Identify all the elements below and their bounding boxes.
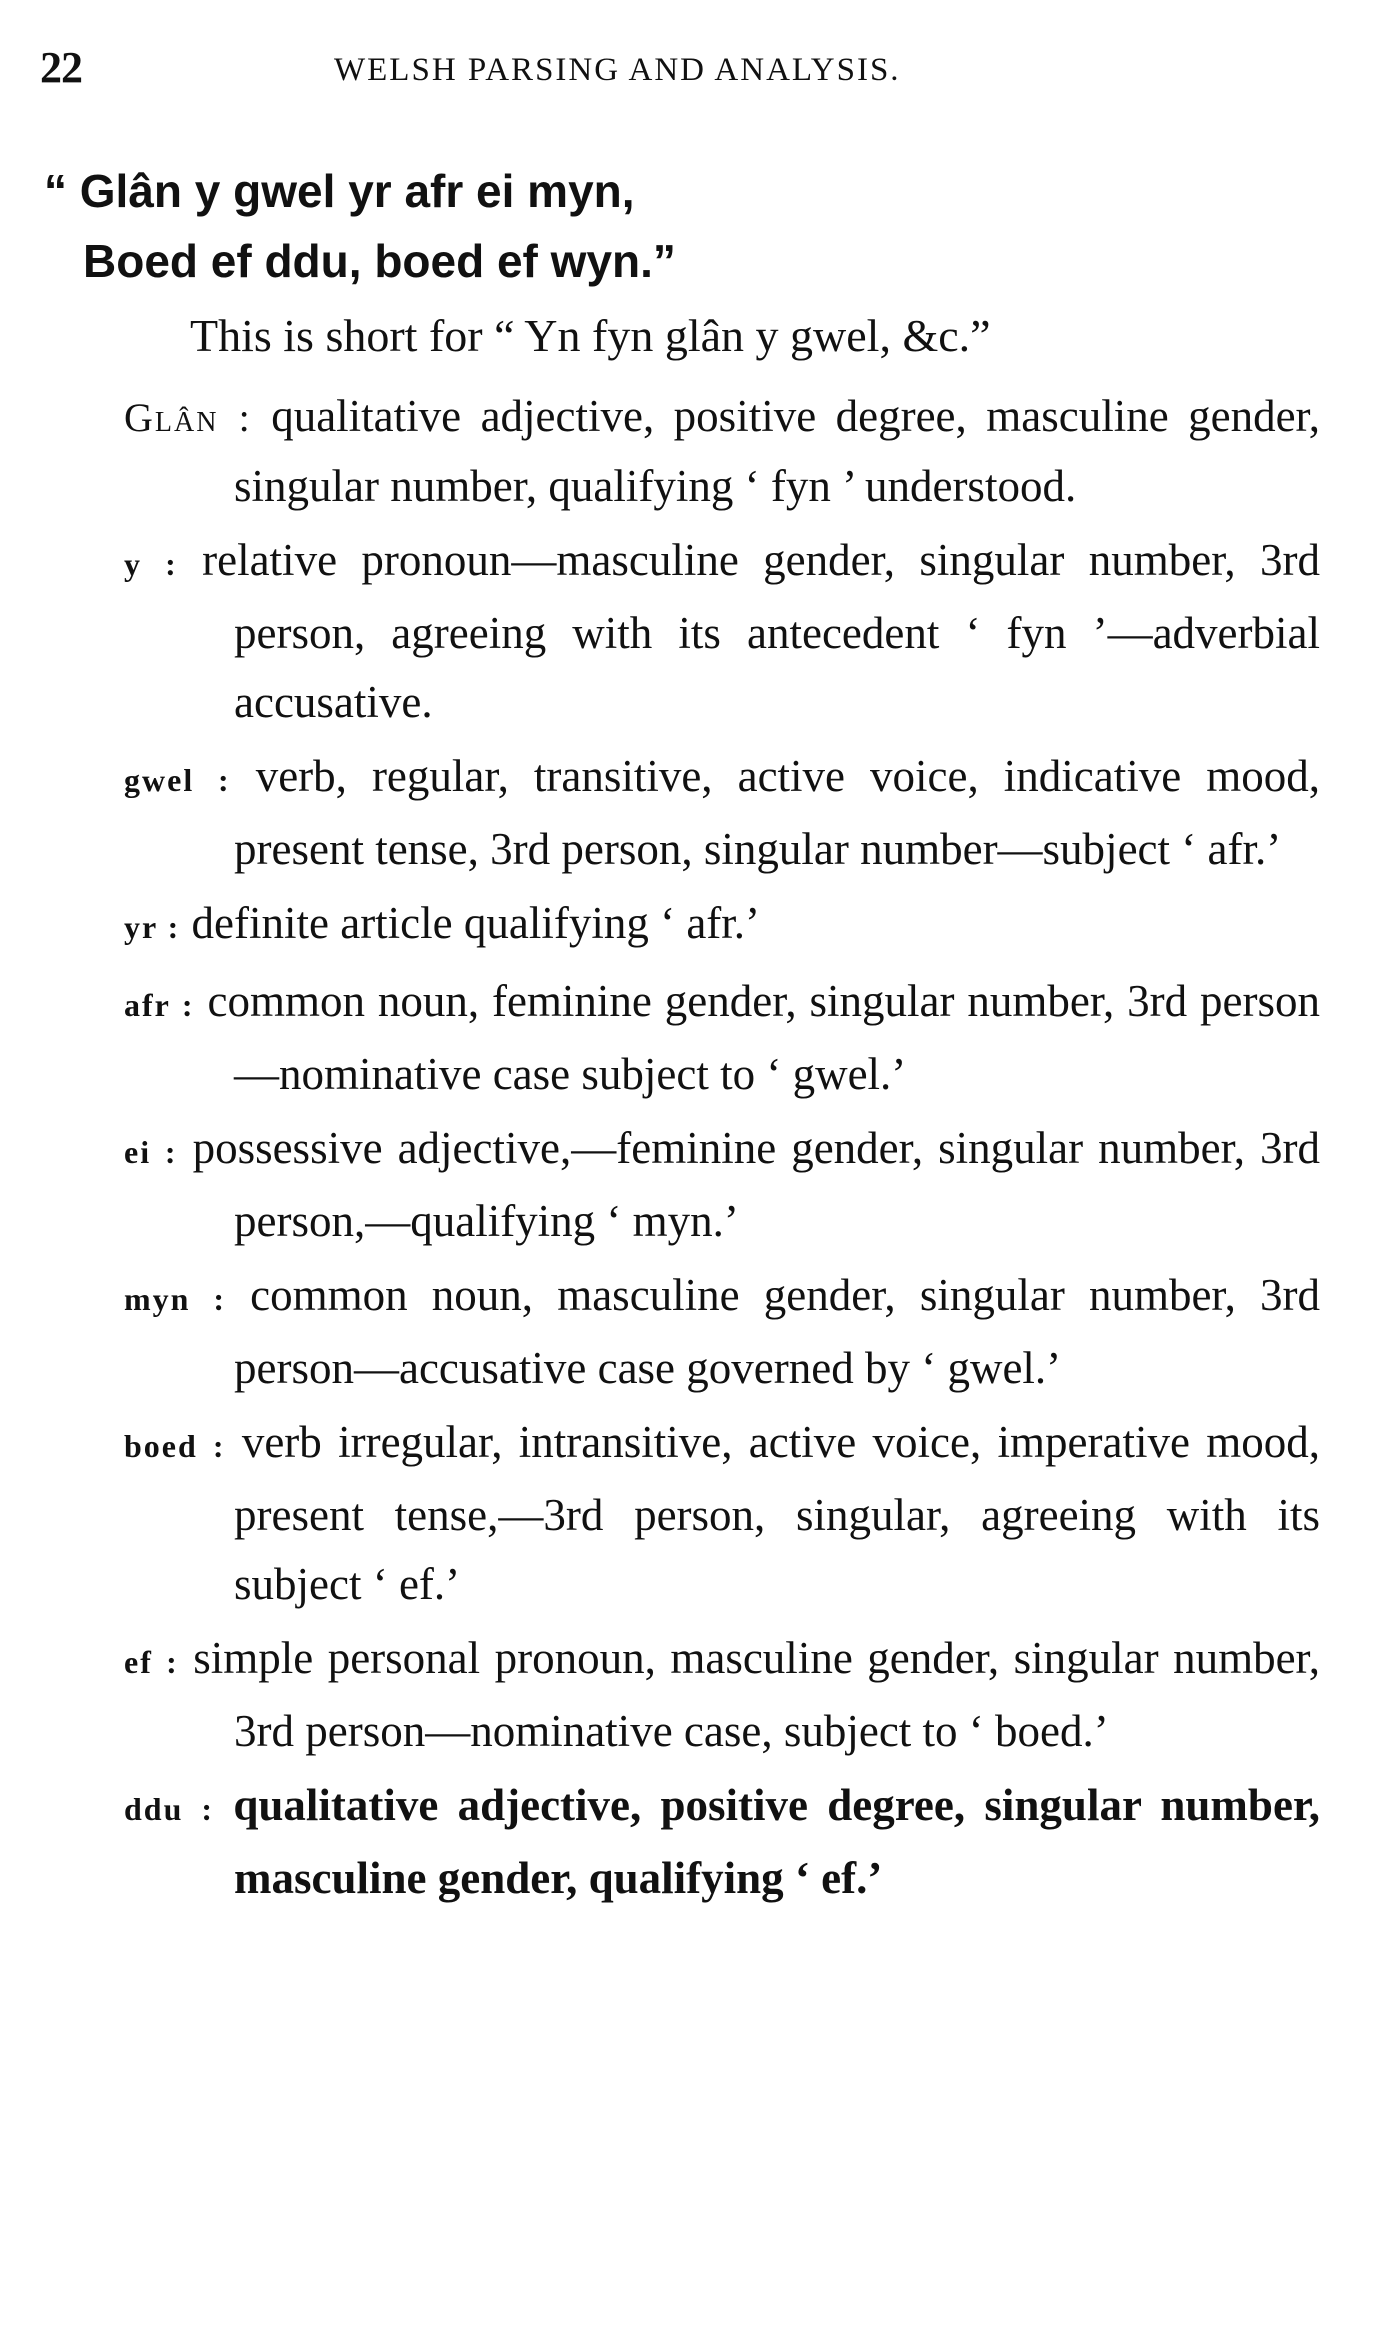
explanatory-note: This is short for “ Yn fyn glân y gwel, &c.” [190,310,991,361]
running-head [40,42,1340,102]
quote-line-1: “ Glân y gwel yr afr ei myn, [44,165,635,217]
entry-definition: relative pronoun—masculine gender, singular number, 3rd person, agreeing with its antecedent ‘ fyn ’—adverbial accusative. [202,535,1320,727]
entry-definition: simple personal pronoun, masculine gender, singular number, 3rd person—nominative case, subject to ‘ boed.’ [193,1633,1320,1756]
entry-term: yr : [124,909,181,945]
entry-term: ei : [124,1134,178,1170]
entry-definition: possessive adjective,—feminine gender, singular number, 3rd person,—qualifying ‘ myn.’ [192,1123,1321,1246]
entry-definition: qualitative adjective, positive degree, masculine gender, singular number, qualifying ‘ fyn ’ understood. [234,391,1320,511]
parsing-entry-ef [124,1624,1320,1766]
entry-term: afr : [124,987,195,1023]
parsing-entry-boed [124,1408,1320,1619]
page-number: 22 [40,43,82,92]
entry-definition: qualitative adjective, positive degree, singular number, masculine gender, qualifying ‘ ef.’ [233,1780,1321,1903]
entry-term: myn : [124,1281,227,1317]
parsing-entry-myn [124,1261,1320,1403]
entry-definition: definite article qualifying ‘ afr.’ [191,898,761,948]
entry-term: gwel : [124,762,231,798]
parsing-entry-ei [124,1114,1320,1256]
quote-line-2: Boed ef ddu, boed ef wyn.” [83,235,676,287]
parsing-entry-glan [124,382,1320,521]
parsing-entry-gwel [124,742,1320,884]
entry-term: ef : [124,1644,179,1680]
entry-definition: common noun, feminine gender, singular number, 3rd person—nominative case subject to ‘ gwel.’ [207,976,1321,1099]
entry-term: Glân : [124,395,252,440]
parsing-entry-yr [124,889,1320,962]
welsh-couplet-quote [44,156,676,296]
parsing-entry-afr [124,967,1320,1109]
entry-definition: common noun, masculine gender, singular number, 3rd person—accusative case governed by ‘ gwel.’ [234,1270,1321,1393]
parsing-entry-ddu [124,1771,1320,1913]
parsing-entries [124,382,1320,1918]
running-title: WELSH PARSING AND ANALYSIS. [334,52,901,88]
entry-term: y : [124,546,178,582]
parsing-entry-y [124,526,1320,737]
entry-definition: verb, regular, transitive, active voice, indicative mood, present tense, 3rd person, singular number—subject ‘ afr.’ [234,751,1321,874]
entry-definition: verb irregular, intransitive, active voice, imperative mood, present tense,—3rd person, singular, agreeing with its subject ‘ ef.’ [234,1417,1321,1609]
entry-term: boed : [124,1428,226,1464]
entry-term: ddu : [124,1791,215,1827]
